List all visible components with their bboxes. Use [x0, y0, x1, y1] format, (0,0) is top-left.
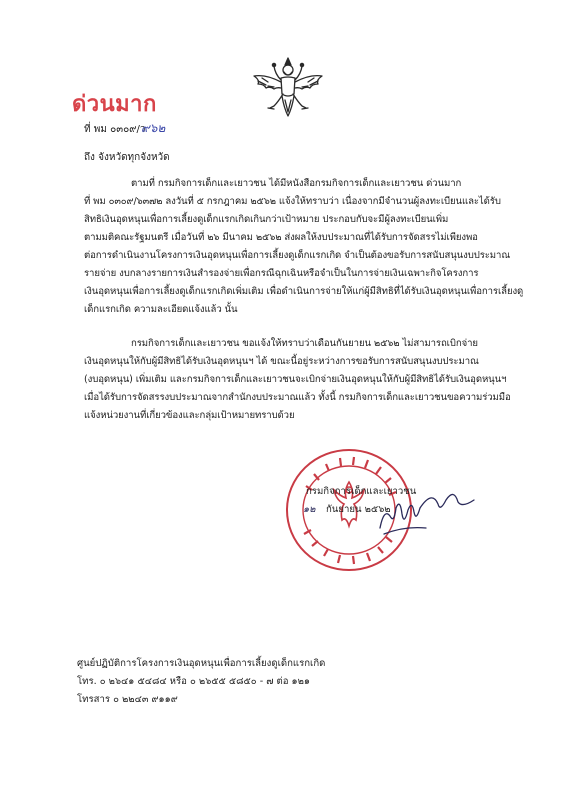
signing-date-day: ๑๒ [303, 504, 316, 515]
footer-fax: โทรสาร ๐ ๒๒๔๓ ๙๑๑๙ [77, 694, 178, 705]
paragraph-line: รายจ่าย งบกลางรายการเงินสำรองจ่ายเพื่อกรณีฉุกเฉินหรือจำเป็นในการจ่ายเงินเฉพาะกิจโครงการ [84, 268, 479, 279]
paragraph-line: ต่อการดำเนินงานโครงการเงินอุดหนุนเพื่อการเลี้ยงดูเด็กแรกเกิด จำเป็นต้องขอรับการสนับสนุนงบประมาณ [84, 250, 511, 261]
addressee: ถึง จังหวัดทุกจังหวัด [84, 152, 170, 163]
signing-date: กันยายน ๒๕๖๒ [326, 504, 391, 515]
paragraph-line: เด็กแรกเกิด ความละเอียดแจ้งแล้ว นั้น [84, 304, 238, 315]
paragraph-line: กรมกิจการเด็กและเยาวชน ขอแจ้งให้ทราบว่าเดือนกันยายน ๒๕๖๒ ไม่สามารถเบิกจ่าย [131, 338, 478, 349]
footer-phone: โทร. ๐ ๒๖๔๑ ๕๔๘๔ หรือ ๐ ๒๖๕๕ ๕๘๕๐ - ๗ ต่อ ๑๒๑ [77, 676, 311, 687]
reference-number: ที่ พม ๐๓๐๙/ว [84, 124, 146, 135]
paragraph-line: แจ้งหน่วยงานที่เกี่ยวข้องและกลุ่มเป้าหมายทราบด้วย [84, 410, 295, 421]
paragraph-line: ตามมติคณะรัฐมนตรี เมื่อวันที่ ๒๖ มีนาคม ๒๕๖๒ ส่งผลให้งบประมาณที่ได้รับการจัดสรรไม่เพียงพอ [84, 232, 478, 243]
footer-center-name: ศูนย์ปฏิบัติการโครงการเงินอุดหนุนเพื่อการเลี้ยงดูเด็กแรกเกิด [77, 658, 326, 669]
garuda-emblem-icon [248, 56, 328, 118]
handwritten-signature [374, 478, 478, 538]
paragraph-line: เงินอุดหนุนให้กับผู้มีสิทธิได้รับเงินอุดหนุนฯ ได้ ขณะนี้อยู่ระหว่างการขอรับการสนับสนุนงบประมาณ [84, 356, 479, 367]
paragraph-line: ตามที่ กรมกิจการเด็กและเยาวชน ได้มีหนังสือกรมกิจการเด็กและเยาวชน ด่วนมาก [131, 178, 462, 189]
paragraph-line: เงินอุดหนุนเพื่อการเลี้ยงดูเด็กแรกเกิดเพิ่มเติม เพื่อดำเนินการจ่ายให้แก่ผู้มีสิทธิที่ได้รับเงินอุดหนุนเพื่อการเลี้ยงดู [84, 286, 524, 297]
paragraph-line: (งบอุดหนุน) เพิ่มเติม และกรมกิจการเด็กและเยาวชนจะเบิกจ่ายเงินอุดหนุนให้กับผู้มีสิทธิได้รับเงินอุดหนุนฯ [84, 374, 507, 385]
paragraph-line: ที่ พม ๐๓๐๙/๖๓๗๒ ลงวันที่ ๕ กรกฎาคม ๒๕๖๒ แจ้งให้ทราบว่า เนื่องจากมีจำนวนผู้ลงทะเบียนและได้รับ [84, 196, 501, 207]
signing-organization: กรมกิจการเด็กและเยาวชน [306, 486, 417, 497]
paragraph-line: เมื่อได้รับการจัดสรรงบประมาณจากสำนักงบประมาณแล้ว ทั้งนี้ กรมกิจการเด็กและเยาวชนขอความร่วมมือ [84, 392, 511, 403]
urgency-label: ด่วนมาก [72, 92, 157, 117]
paragraph-line: สิทธิเงินอุดหนุนเพื่อการเลี้ยงดูเด็กแรกเกิดเกินกว่าเป้าหมาย ประกอบกับจะมีผู้ลงทะเบียนเพิ่ม [84, 214, 449, 225]
handwritten-reference-number: ๙๖๒ [141, 121, 166, 135]
